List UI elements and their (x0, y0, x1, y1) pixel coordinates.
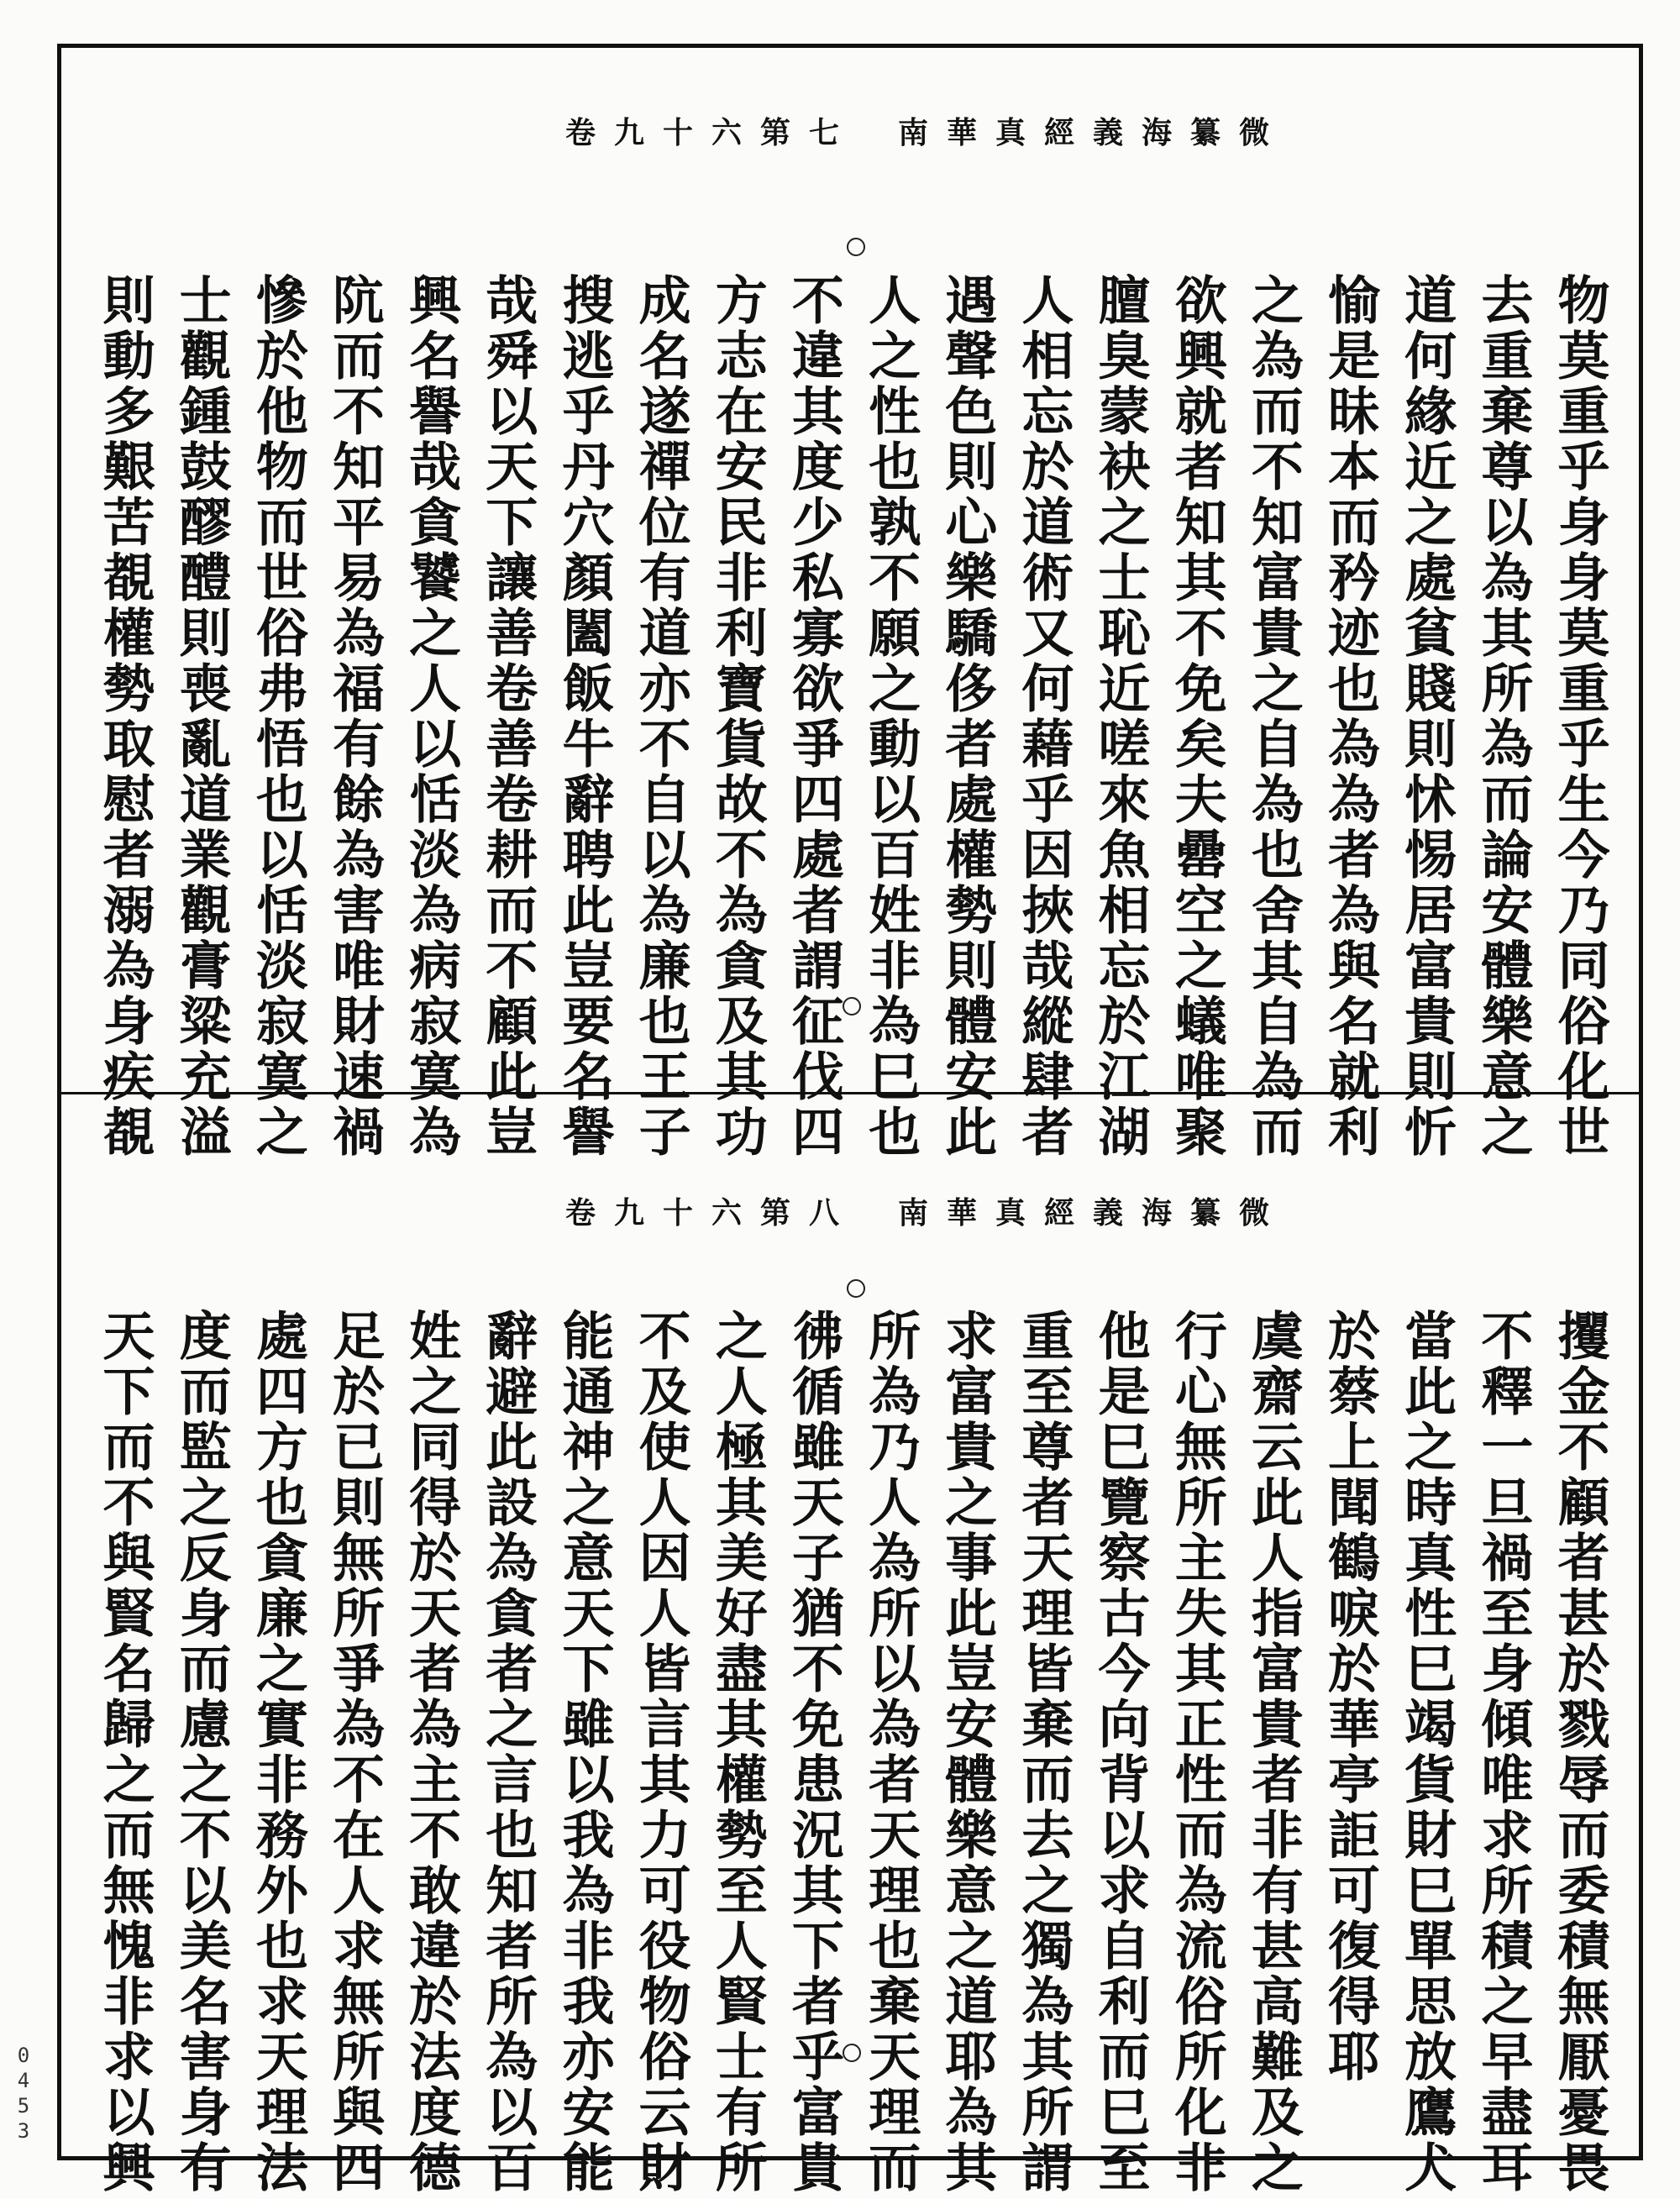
binding-hole-top (847, 238, 865, 256)
text-column: 於蔡上聞鶴唳於華亭詎可復得耶 (1319, 1309, 1381, 2085)
text-column: 當此之時真性巳竭貨財巳單思放鷹犬 (1395, 1309, 1457, 2196)
text-column: 士觀鍾鼓醪醴則喪亂道業觀膏粱充溢 (171, 273, 233, 1160)
text-column: 彿循雖天子猶不免患況其下者乎富貴 (783, 1309, 845, 2196)
text-column: 道何緣近之處貧賤則怵惕居富貴則忻 (1395, 273, 1457, 1160)
text-column: 虞齋云此人指富貴者非有甚高難及之 (1242, 1309, 1305, 2196)
text-column: 人相忘於道術又何藉乎因挾哉縱肆者 (1012, 273, 1074, 1160)
top-header (61, 109, 1639, 160)
text-column: 度而監之反身而慮之不以美名害身有 (171, 1309, 233, 2196)
top-half-page (61, 48, 1639, 1160)
text-column: 他是巳覽察古今向背以求自利而巳至 (1089, 1309, 1152, 2196)
page-number-digit: 5 (17, 2094, 30, 2118)
text-column: 遇聲色則心樂驕侈者處權勢則體安此 (936, 273, 998, 1160)
binding-hole-bottom (847, 1279, 865, 1298)
bottom-header-juan: 卷九十六第八 (565, 1195, 858, 1231)
bottom-header (61, 1189, 1639, 1240)
text-column: 求富貴之事此豈安體樂意之道耶為其 (936, 1309, 998, 2196)
top-header-juan: 卷九十六第七 (565, 115, 858, 150)
text-column: 之人極其美好盡其權勢至人賢士有所 (706, 1309, 769, 2196)
text-column: 阬而不知平易為福有餘為害唯財速禍 (323, 273, 386, 1160)
text-column: 處四方也貪廉之實非務外也求天理法 (247, 1309, 309, 2196)
text-column: 行心無所主失其正性而為流俗所化非 (1166, 1309, 1228, 2196)
bottom-text-columns (94, 1309, 1610, 2196)
text-column: 哉舜以天下讓善卷善卷耕而不顧此豈 (476, 273, 538, 1160)
text-column: 去重棄尊以為其所為而論安體樂意之 (1472, 273, 1534, 1160)
page-number-digit: 0 (17, 2044, 30, 2067)
text-column: 攫金不顧者甚於戮辱而委積無厭憂畏 (1548, 1309, 1610, 2196)
text-column: 足於已則無所爭為不在人求無所與四 (323, 1309, 386, 2196)
text-column: 慘於他物而世俗弗悟也以恬淡寂寞之 (247, 273, 309, 1160)
text-column: 不違其度少私寡欲爭四處者謂征伐四 (783, 273, 845, 1160)
text-column: 愉是昧本而矜迹也為為者為與名就利 (1319, 273, 1381, 1160)
text-column: 姓之同得於天者為主不敢違於法度德 (400, 1309, 462, 2196)
text-column: 辭避此設為貪者之言也知者所為以百 (476, 1309, 538, 2196)
text-column: 之為而不知富貴之自為也舍其自為而 (1242, 273, 1305, 1160)
text-column: 不及使人因人皆言其力可役物俗云財 (630, 1309, 692, 2196)
page-number (15, 2043, 32, 2144)
text-column: 人之性也孰不願之動以百姓非為巳也 (859, 273, 921, 1160)
text-column: 方志在安民非利寶貨故不為貪及其功 (706, 273, 769, 1160)
bottom-header-title: 南華真經義海纂微 (897, 1195, 1288, 1231)
top-text-columns (94, 273, 1610, 1160)
page-number-digit: 3 (17, 2119, 30, 2143)
text-column: 物莫重乎身身莫重乎生今乃同俗化世 (1548, 273, 1610, 1160)
text-column: 興名譽哉貪饕之人以恬淡為病寂寞為 (400, 273, 462, 1160)
text-column: 欲興就者知其不免矣夫罍空之蟻唯聚 (1166, 273, 1228, 1160)
bottom-half-page (61, 1094, 1639, 2196)
page-number-digit: 4 (17, 2069, 30, 2092)
text-column: 重至尊者天理皆棄而去之獨為其所謂 (1012, 1309, 1074, 2196)
text-column: 所為乃人為所以為者天理也棄天理而 (859, 1309, 921, 2196)
text-column: 搜逃乎丹穴顏闔飯牛辭聘此豈要名譽 (553, 273, 615, 1160)
text-column: 天下而不與賢名歸之而無愧非求以興 (94, 1309, 155, 2196)
text-column: 不釋一旦禍至身傾唯求所積之早盡耳 (1472, 1309, 1534, 2196)
top-header-title: 南華真經義海纂微 (897, 115, 1288, 150)
text-column: 能通神之意天下雖以我為非我亦安能 (553, 1309, 615, 2196)
text-column: 則動多艱苦覩權勢取慰者溺為身疾覩 (94, 273, 155, 1160)
text-column: 成名遂禪位有道亦不自以為廉也王子 (630, 273, 692, 1160)
text-column: 膻臭蒙袂之士恥近嗟來魚相忘於江湖 (1089, 273, 1152, 1160)
